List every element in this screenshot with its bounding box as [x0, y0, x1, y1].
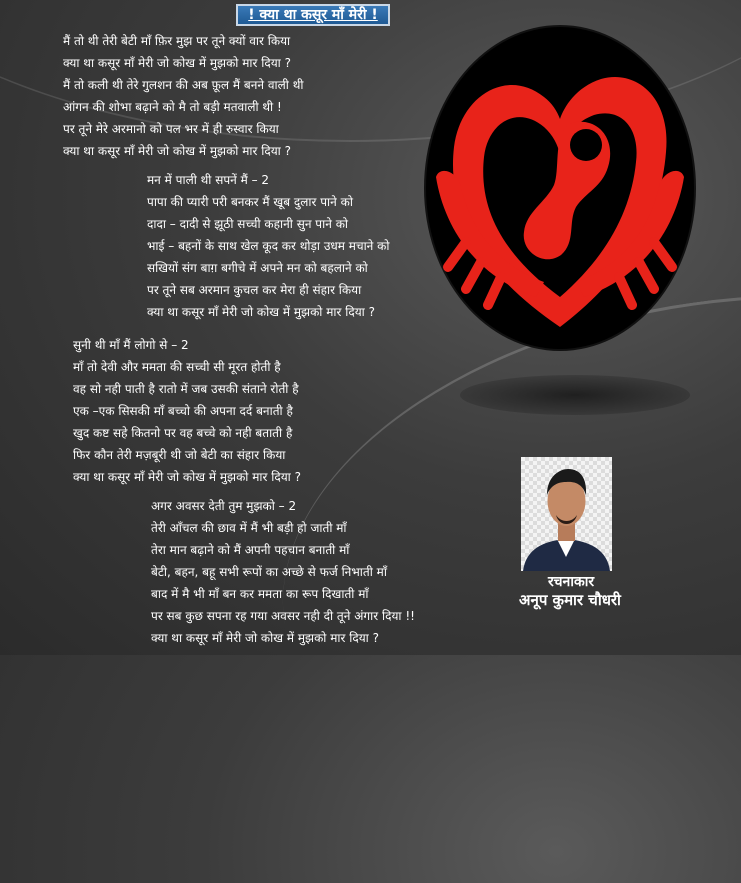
poem-line: पर सब कुछ सपना रह गया अवसर नही दी तूने अंगार दिया !! — [151, 609, 415, 623]
stanza-3 — [73, 334, 301, 488]
poem-line: मैं तो कली थी तेरे गुलशन की अब फ़ूल मैं बनने वाली थी — [63, 78, 304, 92]
poem-line: भाई – बहनों के साथ खेल कूद कर थोड़ा उधम मचाने को — [147, 239, 390, 253]
poem-line: सखियों संग बाग़ बगीचे में अपने मन को बहलाने को — [147, 261, 368, 275]
poem-line: बाद में मै भी माँ बन कर ममता का रूप दिखाती माँ — [151, 587, 369, 601]
stanza-4 — [151, 495, 415, 649]
poem-line: पापा की प्यारी परी बनकर मैं खूब दुलार पाने को — [147, 195, 353, 209]
poem-line: तेरा मान बढ़ाने को मैं अपनी पहचान बनाती माँ — [151, 543, 350, 557]
poem-line: क्या था कसूर माँ मेरी जो कोख में मुझको मार दिया ? — [151, 631, 379, 645]
poem-line: पर तूने मेरे अरमानो को पल भर में ही रुस्वार किया — [63, 122, 279, 136]
poem-line: तेरी आँचल की छाव में मैं भी बड़ी हो जाती माँ — [151, 521, 347, 535]
poem-line: क्या था कसूर माँ मेरी जो कोख में मुझको मार दिया ? — [63, 56, 291, 70]
poem-line: फिर कौन तेरी मज़बूरी थी जो बेटी का संहार किया — [73, 448, 286, 462]
author-role-label: रचनाकार — [547, 574, 595, 590]
author-portrait-icon — [521, 457, 612, 571]
poem-line: बेटी, बहन, बहू सभी रूपों का अच्छे से फर्ज निभाती माँ — [151, 565, 387, 579]
poem-line: मैं तो थी तेरी बेटी माँ फ़िर मुझ पर तूने क्यों वार किया — [63, 34, 291, 48]
poem-line: सुनी थी माँ मैं लोगो से – 2 — [73, 338, 189, 352]
poem-line: दादा – दादी से झूठी सच्ची कहानी सुन पाने को — [147, 217, 349, 231]
poem-line: एक –एक सिसकी माँ बच्चो की अपना दर्द बनाती है — [73, 404, 293, 418]
stanza-1 — [63, 30, 303, 162]
emblem-shadow — [460, 375, 690, 415]
poem-line: क्या था कसूर माँ मेरी जो कोख में मुझको मार दिया ? — [147, 305, 375, 319]
poem-line: अगर अवसर देती तुम मुझको – 2 — [151, 499, 297, 513]
poem-line: खुद कष्ट सहे कितनो पर वह बच्चे को नही बताती है — [73, 426, 293, 440]
poem-line: क्या था कसूर माँ मेरी जो कोख में मुझको मार दिया ? — [73, 470, 301, 484]
poem-line: माँ तो देवी और ममता की सच्ची सी मूरत होती है — [73, 360, 281, 374]
poem-line: वह सो नही पाती है रातो में जब उसकी संताने रोती है — [73, 382, 299, 396]
hands-cradling-fetus-emblem-icon — [426, 27, 694, 349]
poem-title: ! क्या था कसूर माँ मेरी ! — [236, 4, 390, 26]
poem-line: मन में पाली थी सपनें मैं – 2 — [147, 173, 270, 187]
poem-line: पर तूने सब अरमान कुचल कर मेरा ही संहार किया — [147, 283, 362, 297]
poem-line: आंगन की शोभा बढ़ाने को मै तो बड़ी मतवाली थी ! — [63, 100, 282, 114]
stanza-2 — [147, 169, 389, 323]
poem-line: क्या था कसूर माँ मेरी जो कोख में मुझको मार दिया ? — [63, 144, 291, 158]
author-name: अनूप कुमार चौधरी — [519, 591, 621, 609]
